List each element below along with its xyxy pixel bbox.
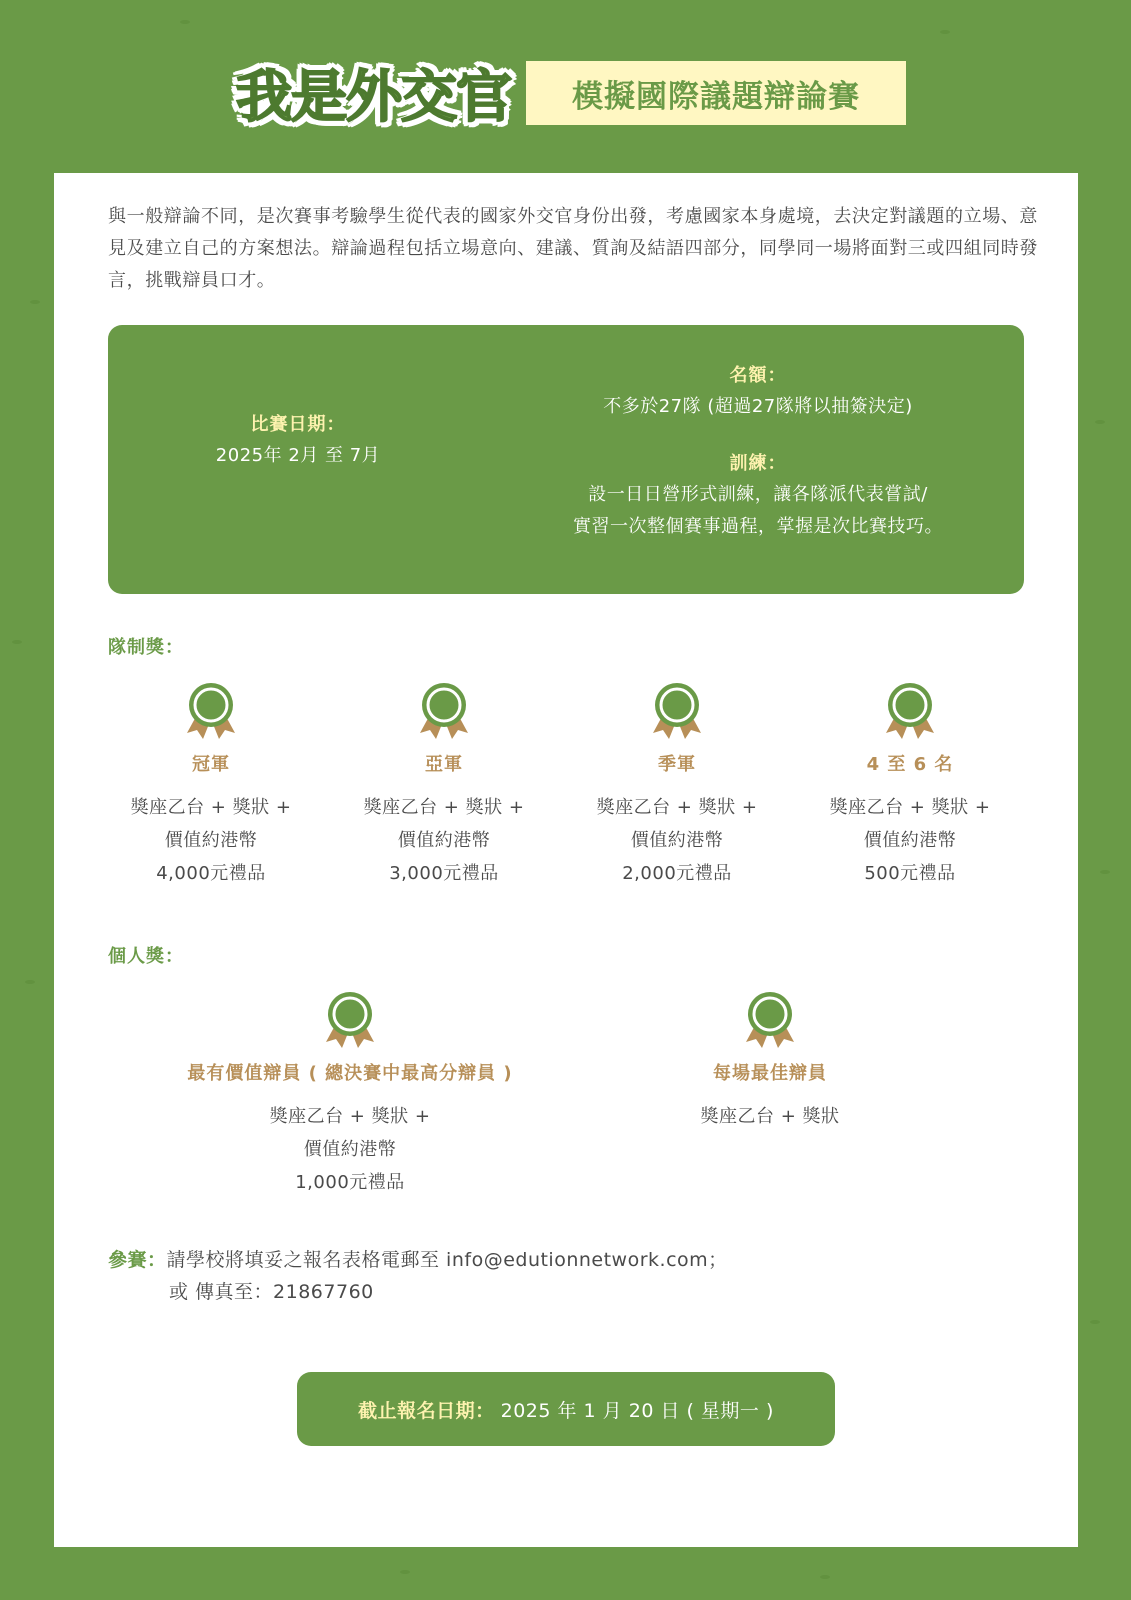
award-title: 每場最佳辯員 [713,1063,827,1084]
award-line: 價值約港幣 [303,1139,397,1160]
background-speck [400,1570,410,1574]
content-card [54,173,1078,1547]
info-date-block [148,410,448,472]
award-description [794,791,1026,890]
individual-awards-label: 個人獎： [108,946,184,967]
award-description [95,791,327,890]
background-speck [1100,870,1110,874]
medal-icon [414,681,474,741]
medal-icon [647,681,707,741]
award-line: 3,000元禮品 [389,863,499,884]
award-title: 冠軍 [192,754,230,775]
award-line: 500元禮品 [864,863,956,884]
medal-icon [880,681,940,741]
date-value: 2025年 2月 至 7月 [215,445,381,466]
quota-label: 名額： [729,365,787,386]
info-box [108,325,1024,594]
background-speck [1095,420,1105,424]
medal-icon [320,990,380,1050]
award-line: 獎座乙台 + 獎狀 + [829,797,991,818]
background-speck [25,980,35,984]
background-speck [820,1575,830,1579]
award-description [160,1100,540,1199]
award-line: 獎座乙台 + 獎狀 [700,1106,840,1127]
team-award-fourth-to-sixth [794,681,1026,890]
award-line: 價值約港幣 [397,830,491,851]
intro-paragraph: 與一般辯論不同，是次賽事考驗學生從代表的國家外交官身份出發，考慮國家本身處境，去決定對議題的立場、意見及建立自己的方案想法。辯論過程包括立場意向、建議、質詢及結語四部分，同學同一場將面對三或四組同時發言，挑戰辯員口才。 [108,206,1038,291]
enrollment-label: 參賽： [108,1249,167,1271]
background-speck [940,30,950,34]
award-line: 獎座乙台 + 獎狀 + [130,797,292,818]
award-line: 1,000元禮品 [295,1172,405,1193]
team-award-second-runner-up [561,681,793,890]
training-label: 訓練： [729,453,787,474]
background-speck [1090,1320,1100,1324]
page-subtitle: 模擬國際議題辯論賽 [526,61,906,125]
award-line: 2,000元禮品 [622,863,732,884]
deadline-value: 2025 年 1 月 20 日 ( 星期一 ) [500,1399,774,1422]
award-title: 最有價值辯員 ( 總決賽中最高分辯員 ) [187,1063,513,1084]
enrollment-line-2: 或 傳真至：21867760 [169,1281,374,1303]
info-quota-training-block [508,361,1008,543]
enrollment-info [108,1244,728,1308]
award-title: 亞軍 [425,754,463,775]
award-line: 獎座乙台 + 獎狀 + [596,797,758,818]
team-award-first-runner-up [328,681,560,890]
award-title: 4 至 6 名 [866,754,954,775]
background-speck [12,640,22,644]
training-line-1: 設一日日營形式訓練，讓各隊派代表嘗試/ [588,484,928,505]
award-title: 季軍 [658,754,696,775]
quota-value: 不多於27隊 (超過27隊將以抽簽決定) [603,396,913,417]
page-header [0,56,1131,136]
team-award-champion [95,681,327,890]
deadline-label: 截止報名日期： [358,1399,495,1422]
background-speck [180,20,190,24]
training-line-2: 實習一次整個賽事過程，掌握是次比賽技巧。 [573,516,943,537]
individual-award-mvp [160,990,540,1199]
deadline-banner [297,1372,835,1446]
background-speck [30,300,40,304]
medal-icon [740,990,800,1050]
award-line: 4,000元禮品 [156,863,266,884]
date-label: 比賽日期： [250,414,346,435]
medal-icon [181,681,241,741]
award-description [561,791,793,890]
award-line: 價值約港幣 [630,830,724,851]
award-line: 價值約港幣 [164,830,258,851]
award-line: 獎座乙台 + 獎狀 + [269,1106,431,1127]
page-title: 我是外交官 [236,65,511,130]
enrollment-line-1: 請學校將填妥之報名表格電郵至 info@edutionnetwork.com； [166,1249,728,1271]
award-description [640,1100,900,1133]
team-awards-label: 隊制獎： [108,637,184,658]
award-line: 獎座乙台 + 獎狀 + [363,797,525,818]
award-line: 價值約港幣 [863,830,957,851]
award-description [328,791,560,890]
individual-award-best-debater [640,990,900,1133]
